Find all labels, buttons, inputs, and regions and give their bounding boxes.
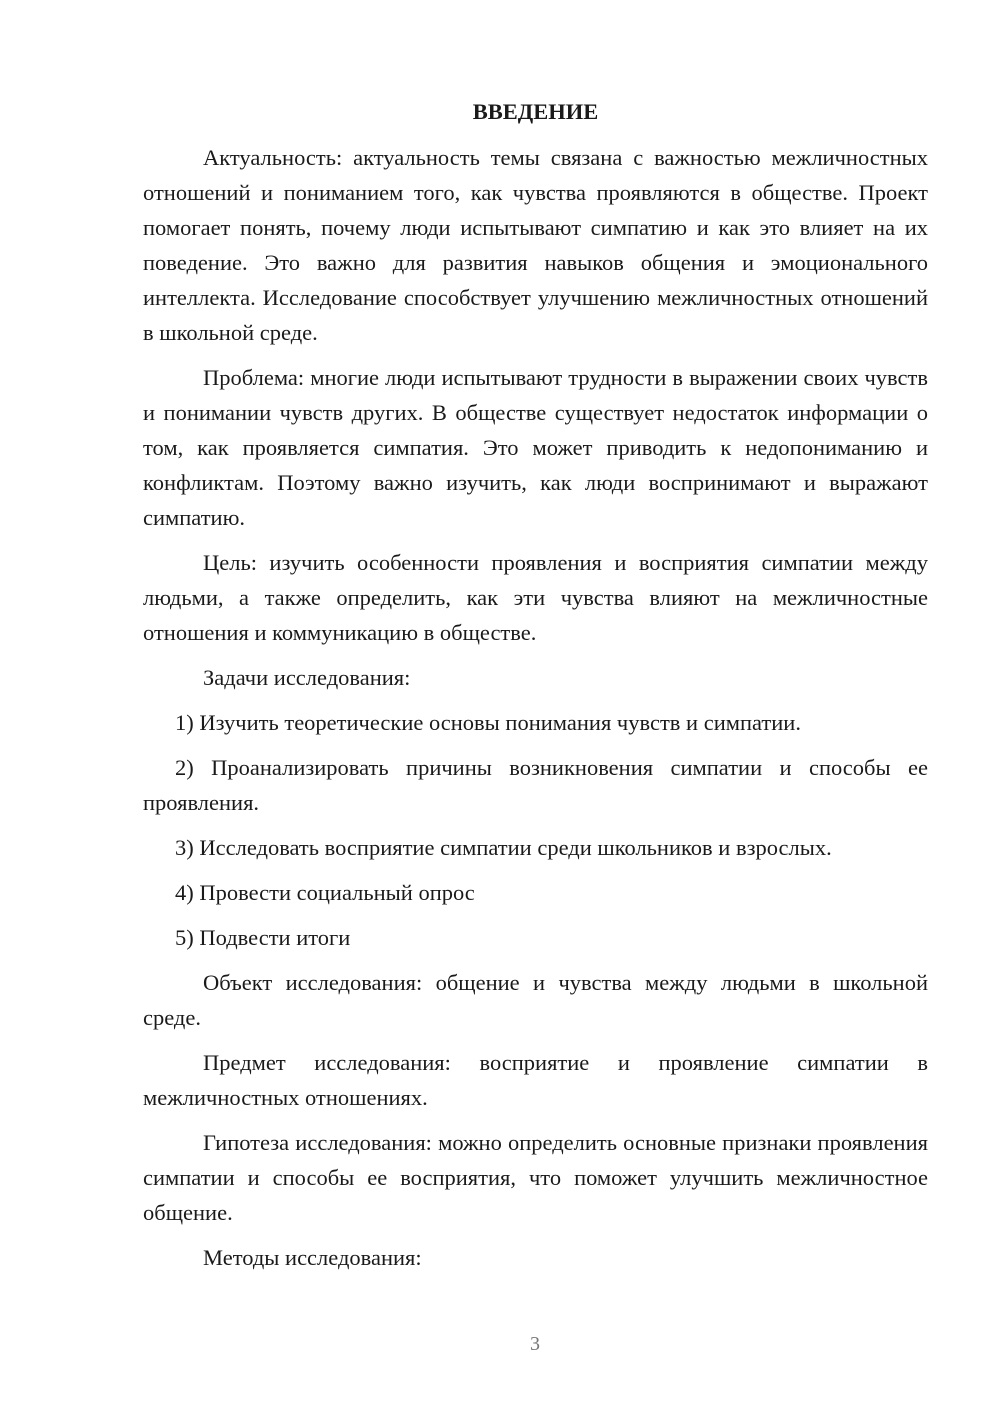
paragraph-problem: Проблема: многие люди испытывают трудности в выражении своих чувств и понимании чувств других. В обществе существует недостаток информации о том, как проявляется симпатия. Это может приводить к недопониманию и конфликтам. Поэтому важно изучить, как люди воспринимают и выражают симпатию. xyxy=(143,365,928,530)
paragraph-hypothesis: Гипотеза исследования: можно определить основные признаки проявления симпатии и способы ее восприятия, что поможет улучшить межличностное общение. xyxy=(143,1130,928,1225)
page-content xyxy=(143,94,928,1285)
paragraph-object: Объект исследования: общение и чувства между людьми в школьной среде. xyxy=(143,970,928,1030)
task-item-3: 3) Исследовать восприятие симпатии среди школьников и взрослых. xyxy=(175,835,832,860)
task-item-4: 4) Провести социальный опрос xyxy=(175,880,475,905)
paragraph-tasks-heading: Задачи исследования: xyxy=(203,665,411,690)
paragraph-methods: Методы исследования: xyxy=(203,1245,422,1270)
paragraph-relevance: Актуальность: актуальность темы связана с важностью межличностных отношений и пониманием того, как чувства проявляются в обществе. Проект помогает понять, почему люди испытывают симпатию и как это влияет на их поведение. Это важно для развития навыков общения и эмоционального интеллекта. Исследование способствует улучшению межличностных отношений в школьной среде. xyxy=(143,145,928,345)
page-number: 3 xyxy=(530,1333,540,1355)
task-item-5: 5) Подвести итоги xyxy=(175,925,351,950)
paragraph-goal: Цель: изучить особенности проявления и восприятия симпатии между людьми, а также определить, как эти чувства влияют на межличностные отношения и коммуникацию в обществе. xyxy=(143,550,928,645)
task-item-1: 1) Изучить теоретические основы понимания чувств и симпатии. xyxy=(175,710,801,735)
page-title: ВВЕДЕНИЕ xyxy=(472,99,599,124)
paragraph-subject: Предмет исследования: восприятие и проявление симпатии в межличностных отношениях. xyxy=(143,1050,928,1110)
task-item-2: 2) Проанализировать причины возникновения симпатии и способы ее проявления. xyxy=(143,755,928,815)
